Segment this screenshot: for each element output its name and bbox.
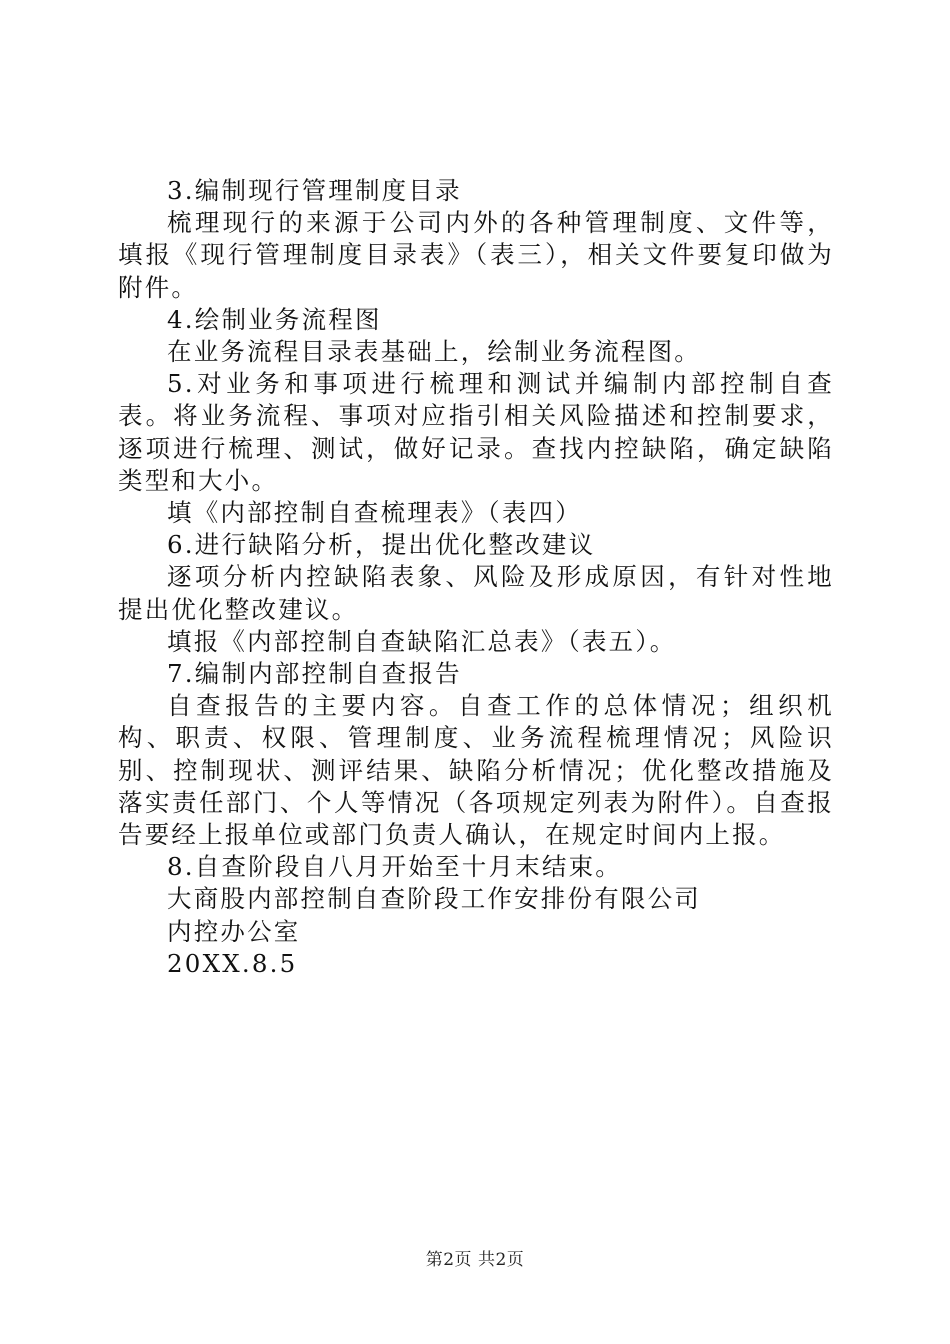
document-body — [118, 175, 834, 980]
heading-item-8: 8.自查阶段自八月开始至十月末结束。 — [167, 852, 622, 882]
signature-organization: 大商股内部控制自查阶段工作安排份有限公司 — [167, 884, 701, 914]
body-paragraph: 填《内部控制自查梳理表》（表四） — [167, 498, 582, 528]
body-paragraph: 梳理现行的来源于公司内外的各种管理制度、文件等，填报《现行管理制度目录表》（表三），相关文件要复印做为附件。 — [118, 208, 834, 302]
body-paragraph: 在业务流程目录表基础上，绘制业务流程图。 — [167, 337, 701, 367]
signature-date: 20XX.8.5 — [167, 948, 298, 978]
body-paragraph: 自查报告的主要内容。自查工作的总体情况；组织机构、职责、权限、管理制度、业务流程梳理情况；风险识别、控制现状、测评结果、缺陷分析情况；优化整改措施及落实责任部门、个人等情况（各项规定列表为附件）。自查报告要经上报单位或部门负责人确认，在规定时间内上报。 — [118, 691, 834, 850]
heading-item-6: 6.进行缺陷分析，提出优化整改建议 — [167, 530, 596, 560]
signature-office: 内控办公室 — [167, 916, 301, 946]
heading-item-4: 4.绘制业务流程图 — [167, 304, 382, 334]
body-paragraph: 逐项分析内控缺陷表象、风险及形成原因，有针对性地提出优化整改建议。 — [118, 562, 834, 624]
heading-item-3: 3.编制现行管理制度目录 — [167, 176, 462, 205]
body-paragraph: 填报《内部控制自查缺陷汇总表》（表五）。 — [167, 626, 677, 656]
page-number-footer: 第2页 共2页 — [425, 1250, 525, 1270]
heading-item-7: 7.编制内部控制自查报告 — [167, 659, 462, 689]
heading-item-5: 5.对业务和事项进行梳理和测试并编制内部控制自查表。将业务流程、事项对应指引相关风险描述和控制要求，逐项进行梳理、测试，做好记录。查找内控缺陷，确定缺陷类型和大小。 — [118, 369, 834, 495]
